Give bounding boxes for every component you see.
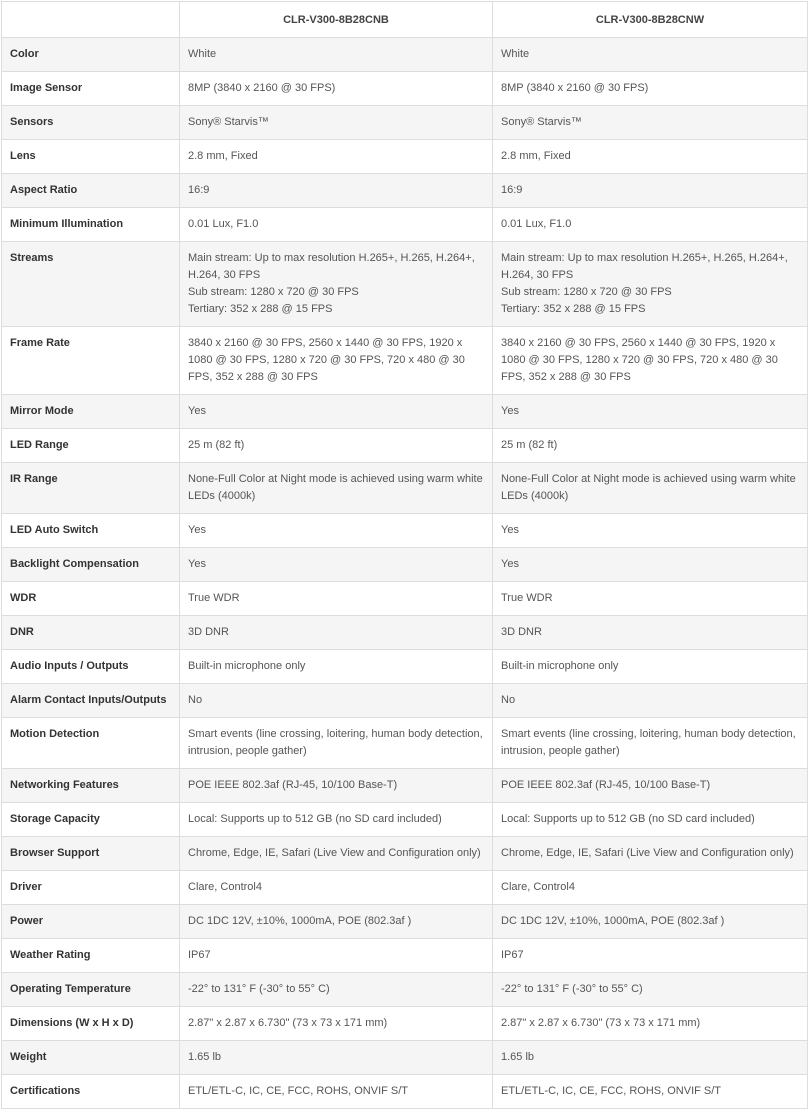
spec-label: Sensors bbox=[2, 106, 180, 140]
spec-value-cnw: True WDR bbox=[493, 582, 808, 616]
spec-value-cnb: 3840 x 2160 @ 30 FPS, 2560 x 1440 @ 30 FPS, 1920 x 1080 @ 30 FPS, 1280 x 720 @ 30 FPS, 720 x 480 @ 30 FPS, 352 x 288 @ 30 FPS bbox=[180, 327, 493, 395]
spec-value-cnw: 1.65 lb bbox=[493, 1041, 808, 1075]
spec-label: Networking Features bbox=[2, 769, 180, 803]
spec-value-cnw: 0.01 Lux, F1.0 bbox=[493, 208, 808, 242]
spec-label: DNR bbox=[2, 616, 180, 650]
table-row bbox=[2, 1007, 808, 1041]
spec-value-cnb: 0.01 Lux, F1.0 bbox=[180, 208, 493, 242]
table-row bbox=[2, 429, 808, 463]
table-row bbox=[2, 616, 808, 650]
spec-value-cnb: ETL/ETL-C, IC, CE, FCC, ROHS, ONVIF S/T bbox=[180, 1075, 493, 1109]
spec-label: Color bbox=[2, 38, 180, 72]
table-row bbox=[2, 140, 808, 174]
spec-value-cnw: Yes bbox=[493, 395, 808, 429]
spec-value-cnb: 1.65 lb bbox=[180, 1041, 493, 1075]
table-row bbox=[2, 939, 808, 973]
spec-value-line: Main stream: Up to max resolution H.265+, H.265, H.264+, H.264, 30 FPS bbox=[501, 252, 788, 281]
spec-value-cnb: Clare, Control4 bbox=[180, 871, 493, 905]
spec-value-cnb: Chrome, Edge, IE, Safari (Live View and Configuration only) bbox=[180, 837, 493, 871]
spec-value-cnw: ETL/ETL-C, IC, CE, FCC, ROHS, ONVIF S/T bbox=[493, 1075, 808, 1109]
table-row bbox=[2, 548, 808, 582]
spec-value-cnb: Local: Supports up to 512 GB (no SD card included) bbox=[180, 803, 493, 837]
table-row bbox=[2, 650, 808, 684]
spec-value-cnw: 2.87" x 2.87 x 6.730" (73 x 73 x 171 mm) bbox=[493, 1007, 808, 1041]
spec-table bbox=[1, 1, 808, 1109]
spec-value-cnw: Yes bbox=[493, 548, 808, 582]
spec-value-cnb: True WDR bbox=[180, 582, 493, 616]
table-row bbox=[2, 106, 808, 140]
spec-label: Backlight Compensation bbox=[2, 548, 180, 582]
spec-label: Audio Inputs / Outputs bbox=[2, 650, 180, 684]
spec-value-line: Sub stream: 1280 x 720 @ 30 FPS bbox=[501, 286, 672, 298]
spec-value-cnb bbox=[180, 242, 493, 327]
spec-value-cnb: Yes bbox=[180, 514, 493, 548]
table-row bbox=[2, 837, 808, 871]
table-row bbox=[2, 514, 808, 548]
spec-label: Weather Rating bbox=[2, 939, 180, 973]
table-row bbox=[2, 1041, 808, 1075]
table-row bbox=[2, 38, 808, 72]
spec-value-cnw: Sony® Starvis™ bbox=[493, 106, 808, 140]
table-row bbox=[2, 1075, 808, 1109]
spec-value-cnw: IP67 bbox=[493, 939, 808, 973]
spec-label: Weight bbox=[2, 1041, 180, 1075]
spec-value-cnb: POE IEEE 802.3af (RJ-45, 10/100 Base-T) bbox=[180, 769, 493, 803]
header-corner bbox=[2, 2, 180, 38]
spec-value-cnw bbox=[493, 242, 808, 327]
spec-label: Dimensions (W x H x D) bbox=[2, 1007, 180, 1041]
table-row bbox=[2, 327, 808, 395]
spec-value-cnb: 3D DNR bbox=[180, 616, 493, 650]
spec-value-cnb: -22° to 131° F (-30° to 55° C) bbox=[180, 973, 493, 1007]
spec-value-line: Tertiary: 352 x 288 @ 15 FPS bbox=[501, 303, 646, 315]
spec-value-cnw: -22° to 131° F (-30° to 55° C) bbox=[493, 973, 808, 1007]
table-row bbox=[2, 803, 808, 837]
spec-label: Browser Support bbox=[2, 837, 180, 871]
table-row bbox=[2, 395, 808, 429]
table-row bbox=[2, 973, 808, 1007]
spec-value-cnb: Smart events (line crossing, loitering, human body detection, intrusion, people gather) bbox=[180, 718, 493, 769]
spec-value-cnw: Chrome, Edge, IE, Safari (Live View and Configuration only) bbox=[493, 837, 808, 871]
table-row bbox=[2, 905, 808, 939]
spec-value-cnb: DC 1DC 12V, ±10%, 1000mA, POE (802.3af ) bbox=[180, 905, 493, 939]
table-row bbox=[2, 718, 808, 769]
spec-label: Frame Rate bbox=[2, 327, 180, 395]
spec-value-cnw: 2.8 mm, Fixed bbox=[493, 140, 808, 174]
spec-value-cnw: Local: Supports up to 512 GB (no SD card included) bbox=[493, 803, 808, 837]
table-row bbox=[2, 174, 808, 208]
spec-value-line: Main stream: Up to max resolution H.265+, H.265, H.264+, H.264, 30 FPS bbox=[188, 252, 475, 281]
spec-value-cnb: 16:9 bbox=[180, 174, 493, 208]
header-row bbox=[2, 2, 808, 38]
spec-label: Motion Detection bbox=[2, 718, 180, 769]
spec-label: Alarm Contact Inputs/Outputs bbox=[2, 684, 180, 718]
spec-value-cnw: None-Full Color at Night mode is achieved using warm white LEDs (4000k) bbox=[493, 463, 808, 514]
spec-value-cnb: 2.8 mm, Fixed bbox=[180, 140, 493, 174]
spec-label: LED Range bbox=[2, 429, 180, 463]
table-row bbox=[2, 208, 808, 242]
spec-value-cnb: White bbox=[180, 38, 493, 72]
table-row bbox=[2, 242, 808, 327]
spec-label: Image Sensor bbox=[2, 72, 180, 106]
spec-value-cnw: Yes bbox=[493, 514, 808, 548]
spec-value-cnb: IP67 bbox=[180, 939, 493, 973]
spec-value-cnw: 8MP (3840 x 2160 @ 30 FPS) bbox=[493, 72, 808, 106]
spec-value-cnw: 3D DNR bbox=[493, 616, 808, 650]
spec-label: Power bbox=[2, 905, 180, 939]
spec-label: Minimum Illumination bbox=[2, 208, 180, 242]
spec-value-cnw: Clare, Control4 bbox=[493, 871, 808, 905]
spec-value-cnw: DC 1DC 12V, ±10%, 1000mA, POE (802.3af ) bbox=[493, 905, 808, 939]
spec-table-body bbox=[2, 38, 808, 1109]
spec-value-cnb: Sony® Starvis™ bbox=[180, 106, 493, 140]
table-row bbox=[2, 769, 808, 803]
spec-value-cnb: Yes bbox=[180, 395, 493, 429]
spec-value-cnw: White bbox=[493, 38, 808, 72]
table-row bbox=[2, 871, 808, 905]
spec-value-cnb: 8MP (3840 x 2160 @ 30 FPS) bbox=[180, 72, 493, 106]
spec-value-cnb: None-Full Color at Night mode is achieved using warm white LEDs (4000k) bbox=[180, 463, 493, 514]
spec-label: Lens bbox=[2, 140, 180, 174]
spec-value-cnw: Built-in microphone only bbox=[493, 650, 808, 684]
spec-label: LED Auto Switch bbox=[2, 514, 180, 548]
spec-value-line: Sub stream: 1280 x 720 @ 30 FPS bbox=[188, 286, 359, 298]
table-row bbox=[2, 684, 808, 718]
table-row bbox=[2, 582, 808, 616]
spec-label: Storage Capacity bbox=[2, 803, 180, 837]
spec-value-cnb: 25 m (82 ft) bbox=[180, 429, 493, 463]
spec-label: IR Range bbox=[2, 463, 180, 514]
spec-value-cnw: No bbox=[493, 684, 808, 718]
table-row bbox=[2, 72, 808, 106]
spec-value-cnw: POE IEEE 802.3af (RJ-45, 10/100 Base-T) bbox=[493, 769, 808, 803]
spec-value-cnb: No bbox=[180, 684, 493, 718]
spec-value-cnw: Smart events (line crossing, loitering, human body detection, intrusion, people gather) bbox=[493, 718, 808, 769]
spec-value-cnw: 25 m (82 ft) bbox=[493, 429, 808, 463]
spec-label: Mirror Mode bbox=[2, 395, 180, 429]
spec-label: WDR bbox=[2, 582, 180, 616]
spec-value-cnw: 16:9 bbox=[493, 174, 808, 208]
spec-value-cnb: Built-in microphone only bbox=[180, 650, 493, 684]
spec-value-line: Tertiary: 352 x 288 @ 15 FPS bbox=[188, 303, 333, 315]
spec-value-cnb: Yes bbox=[180, 548, 493, 582]
header-model-cnb: CLR-V300-8B28CNB bbox=[180, 2, 493, 38]
spec-value-cnb: 2.87" x 2.87 x 6.730" (73 x 73 x 171 mm) bbox=[180, 1007, 493, 1041]
spec-label: Driver bbox=[2, 871, 180, 905]
spec-label: Certifications bbox=[2, 1075, 180, 1109]
spec-label: Operating Temperature bbox=[2, 973, 180, 1007]
spec-label: Streams bbox=[2, 242, 180, 327]
header-model-cnw: CLR-V300-8B28CNW bbox=[493, 2, 808, 38]
table-row bbox=[2, 463, 808, 514]
spec-label: Aspect Ratio bbox=[2, 174, 180, 208]
spec-value-cnw: 3840 x 2160 @ 30 FPS, 2560 x 1440 @ 30 FPS, 1920 x 1080 @ 30 FPS, 1280 x 720 @ 30 FPS, 720 x 480 @ 30 FPS, 352 x 288 @ 30 FPS bbox=[493, 327, 808, 395]
